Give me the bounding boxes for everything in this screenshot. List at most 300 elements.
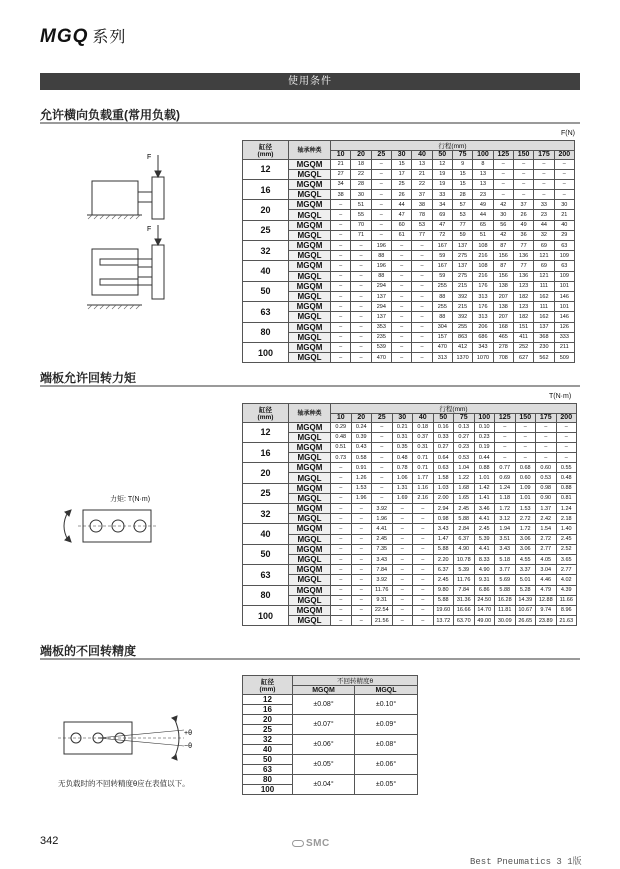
table-row [243, 261, 575, 271]
value-cell: 26 [391, 190, 411, 200]
value-cell: 627 [513, 353, 533, 363]
value-cell: 2.45 [433, 575, 454, 585]
section-divider [40, 658, 580, 660]
value-cell: 47 [391, 210, 411, 220]
value-cell: 137 [534, 322, 554, 332]
table-row [243, 504, 577, 514]
value-cell: 22.54 [372, 605, 393, 615]
value-cell: – [351, 544, 372, 554]
value-cell: 0.19 [474, 442, 495, 452]
value-cell: 61 [391, 230, 411, 240]
bore-cell: 32 [243, 735, 293, 745]
stroke-col-header: 150 [515, 414, 536, 423]
value-cell: – [392, 524, 413, 534]
bore-cell: 12 [243, 695, 293, 705]
force-label-2: F [147, 226, 152, 233]
bearing-type-cell: MGQL [289, 554, 331, 564]
value-cell: – [351, 261, 371, 271]
value-cell: 101 [554, 302, 574, 312]
value-cell: 6.37 [433, 565, 454, 575]
value-cell: 2.45 [474, 524, 495, 534]
mgqm-value: ±0.08° [293, 695, 355, 715]
value-cell: 216 [473, 251, 493, 261]
stroke-col-header: 20 [351, 151, 371, 160]
value-cell: – [331, 493, 352, 503]
value-cell: 137 [452, 241, 472, 251]
value-cell: – [351, 575, 372, 585]
value-cell: – [412, 353, 432, 363]
value-cell: – [331, 605, 352, 615]
value-cell: 14.70 [474, 605, 495, 615]
value-cell: – [331, 302, 351, 312]
value-cell: – [372, 432, 393, 442]
value-cell: 0.63 [433, 463, 454, 473]
value-cell: – [371, 210, 391, 220]
bearing-type-cell: MGQL [289, 190, 331, 200]
accuracy-table [242, 675, 418, 795]
value-cell: 109 [554, 271, 574, 281]
value-cell: 4.79 [536, 585, 557, 595]
bearing-type-cell: MGQM [289, 585, 331, 595]
value-cell: 1.18 [495, 493, 516, 503]
value-cell: 207 [493, 312, 513, 322]
value-cell: 1.94 [495, 524, 516, 534]
value-cell: 182 [513, 291, 533, 301]
value-cell: 252 [513, 342, 533, 352]
value-cell: 4.90 [474, 565, 495, 575]
value-cell: – [493, 190, 513, 200]
value-cell: 8.33 [474, 554, 495, 564]
value-cell: – [351, 251, 371, 261]
bearing-type-cell: MGQL [289, 230, 331, 240]
value-cell: – [351, 524, 372, 534]
table-row [243, 251, 575, 261]
bearing-type-cell: MGQL [289, 169, 331, 179]
value-cell: 71 [351, 230, 371, 240]
value-cell: – [331, 230, 351, 240]
value-cell: 1.01 [515, 493, 536, 503]
bearing-type-cell: MGQL [289, 210, 331, 220]
bore-cell: 50 [243, 755, 293, 765]
table-row [243, 534, 577, 544]
value-cell: – [412, 281, 432, 291]
value-cell: – [331, 241, 351, 251]
value-cell: 23 [534, 210, 554, 220]
value-cell: – [351, 281, 371, 291]
value-cell: 23 [473, 190, 493, 200]
value-cell: 6.37 [454, 534, 475, 544]
value-cell: – [412, 251, 432, 261]
value-cell: 4.39 [556, 585, 577, 595]
value-cell: 1.41 [474, 493, 495, 503]
value-cell: 77 [513, 241, 533, 251]
value-cell: – [331, 342, 351, 352]
value-cell: 56 [493, 220, 513, 230]
value-cell: 3.43 [433, 524, 454, 534]
value-cell: 3.51 [495, 534, 516, 544]
value-cell: 88 [371, 271, 391, 281]
value-cell: 1.24 [556, 504, 577, 514]
value-cell: 121 [534, 271, 554, 281]
value-cell: 168 [493, 322, 513, 332]
value-cell: – [371, 200, 391, 210]
logo-text: SMC [306, 838, 330, 849]
value-cell: – [412, 271, 432, 281]
value-cell: 708 [493, 353, 513, 363]
value-cell: 21 [412, 169, 432, 179]
value-cell: 3.65 [556, 554, 577, 564]
value-cell: 63 [554, 261, 574, 271]
col-mgqm: MGQM [293, 686, 355, 695]
value-cell: – [493, 159, 513, 169]
value-cell: 4.41 [372, 524, 393, 534]
value-cell: 5.28 [515, 585, 536, 595]
table-row [243, 159, 575, 169]
value-cell: – [534, 190, 554, 200]
bore-cell: 80 [243, 585, 289, 605]
force-label-1: F [147, 154, 152, 161]
value-cell: 1.96 [372, 514, 393, 524]
stroke-col-header: 40 [413, 414, 434, 423]
value-cell: 138 [493, 281, 513, 291]
value-cell: 0.55 [556, 463, 577, 473]
value-cell: – [413, 554, 434, 564]
value-cell: 1.47 [433, 534, 454, 544]
value-cell: 2.20 [433, 554, 454, 564]
value-cell: 3.46 [474, 504, 495, 514]
value-cell: 176 [473, 281, 493, 291]
value-cell: 0.48 [331, 432, 352, 442]
bore-cell: 50 [243, 281, 289, 301]
moment-diagram-label: 力矩: T(N·m) [110, 496, 151, 503]
bore-cell: 100 [243, 785, 293, 795]
value-cell: 59 [432, 271, 452, 281]
value-cell: 539 [371, 342, 391, 352]
value-cell: 10.78 [454, 554, 475, 564]
value-cell: 2.52 [556, 544, 577, 554]
value-cell: – [412, 291, 432, 301]
value-cell: 27 [331, 169, 351, 179]
value-cell: 1.26 [351, 473, 372, 483]
value-cell: 392 [452, 291, 472, 301]
accuracy-header: 不回转精度θ [293, 676, 418, 686]
section-divider [40, 385, 580, 387]
value-cell: 0.27 [454, 432, 475, 442]
table-row [243, 544, 577, 554]
value-cell: 88 [432, 312, 452, 322]
value-cell: – [392, 565, 413, 575]
value-cell: 255 [432, 281, 452, 291]
value-cell: 24.50 [474, 595, 495, 605]
value-cell: 5.88 [495, 585, 516, 595]
table-row [243, 735, 418, 745]
smc-logo [292, 838, 330, 849]
value-cell: 2.72 [515, 514, 536, 524]
value-cell: 49.00 [474, 616, 495, 626]
value-cell: – [556, 422, 577, 432]
value-cell: 0.51 [331, 442, 352, 452]
value-cell: 470 [432, 342, 452, 352]
bore-cell: 63 [243, 765, 293, 775]
value-cell: 5.39 [454, 565, 475, 575]
bearing-type-cell: MGQM [289, 524, 331, 534]
value-cell: 1.24 [495, 483, 516, 493]
value-cell: 37 [412, 190, 432, 200]
bore-cell: 80 [243, 322, 289, 342]
table-row [243, 493, 577, 503]
table-row [243, 281, 575, 291]
mgqm-value: ±0.06° [293, 735, 355, 755]
value-cell: 101 [554, 281, 574, 291]
value-cell: 57 [452, 200, 472, 210]
value-cell: – [556, 432, 577, 442]
value-cell: 38 [412, 200, 432, 210]
table-row [243, 473, 577, 483]
value-cell: – [495, 442, 516, 452]
stroke-col-header: 50 [432, 151, 452, 160]
value-cell: – [392, 534, 413, 544]
value-cell: – [331, 534, 352, 544]
value-cell: – [413, 585, 434, 595]
value-cell: – [331, 251, 351, 261]
value-cell: – [391, 312, 411, 322]
value-cell: – [413, 605, 434, 615]
value-cell: 5.88 [433, 595, 454, 605]
value-cell: 65 [473, 220, 493, 230]
value-cell: 138 [493, 302, 513, 312]
value-cell: 53 [452, 210, 472, 220]
value-cell: 11.76 [372, 585, 393, 595]
value-cell: – [391, 322, 411, 332]
value-cell: – [372, 493, 393, 503]
value-cell: 22 [351, 169, 371, 179]
value-cell: 5.69 [495, 575, 516, 585]
value-cell: 30.09 [495, 616, 516, 626]
value-cell: 275 [452, 271, 472, 281]
bearing-type-cell: MGQL [289, 493, 331, 503]
value-cell: – [371, 159, 391, 169]
value-cell: 509 [554, 353, 574, 363]
table-row [243, 755, 418, 765]
table-row [243, 210, 575, 220]
col-mgql: MGQL [355, 686, 418, 695]
value-cell: 123 [513, 302, 533, 312]
value-cell: 111 [534, 281, 554, 291]
stroke-col-header: 175 [536, 414, 557, 423]
value-cell: 77 [513, 261, 533, 271]
value-cell: – [392, 554, 413, 564]
bearing-type-cell: MGQM [289, 483, 331, 493]
value-cell: 2.18 [556, 514, 577, 524]
value-cell: 146 [554, 291, 574, 301]
bearing-type-cell: MGQL [289, 473, 331, 483]
table-row [243, 775, 418, 785]
value-cell: – [372, 442, 393, 452]
value-cell: 12.88 [536, 595, 557, 605]
value-cell: 88 [432, 291, 452, 301]
value-cell: 28 [351, 179, 371, 189]
series-code: MGQ [40, 26, 89, 47]
value-cell: – [331, 291, 351, 301]
value-cell: 63 [554, 241, 574, 251]
table-row [243, 565, 577, 575]
table-row [243, 695, 418, 705]
value-cell: – [513, 179, 533, 189]
stroke-col-header: 25 [372, 414, 393, 423]
value-cell: 0.39 [351, 432, 372, 442]
value-cell: 333 [554, 332, 574, 342]
bore-cell: 12 [243, 159, 289, 179]
value-cell: 313 [432, 353, 452, 363]
bearing-type-cell: MGQM [289, 342, 331, 352]
value-cell: 5.88 [454, 514, 475, 524]
value-cell: – [351, 504, 372, 514]
value-cell: 1.58 [433, 473, 454, 483]
value-cell: – [392, 585, 413, 595]
value-cell: 8 [473, 159, 493, 169]
value-cell: 3.43 [495, 544, 516, 554]
value-cell: – [493, 179, 513, 189]
value-cell: 47 [432, 220, 452, 230]
bearing-type-cell: MGQM [289, 302, 331, 312]
plus-theta-label: +θ [184, 730, 192, 737]
value-cell: 121 [534, 251, 554, 261]
value-cell: 0.44 [474, 453, 495, 463]
value-cell: 196 [371, 241, 391, 251]
bearing-type-cell: MGQL [289, 575, 331, 585]
table-row [243, 715, 418, 725]
value-cell: 0.13 [454, 422, 475, 432]
bore-cell: 20 [243, 463, 289, 483]
table-row [243, 453, 577, 463]
mgql-value: ±0.05° [355, 775, 418, 795]
value-cell: 26.65 [515, 616, 536, 626]
value-cell: 0.10 [474, 422, 495, 432]
value-cell: – [331, 524, 352, 534]
value-cell: 22 [412, 179, 432, 189]
bore-header: 缸径 (mm) [243, 404, 289, 423]
section-title-moment: 端板允许回转力矩 [40, 371, 137, 385]
value-cell: 0.53 [536, 473, 557, 483]
value-cell: – [371, 179, 391, 189]
value-cell: – [391, 261, 411, 271]
value-cell: 0.60 [536, 463, 557, 473]
value-cell: 255 [432, 302, 452, 312]
value-cell: – [556, 442, 577, 452]
bearing-type-cell: MGQM [289, 565, 331, 575]
value-cell: 1.53 [351, 483, 372, 493]
value-cell: – [351, 616, 372, 626]
value-cell: – [412, 302, 432, 312]
value-cell: 44 [473, 210, 493, 220]
value-cell: 162 [534, 312, 554, 322]
value-cell: – [371, 190, 391, 200]
value-cell: 211 [554, 342, 574, 352]
value-cell: – [412, 312, 432, 322]
value-cell: 0.91 [351, 463, 372, 473]
value-cell: – [351, 585, 372, 595]
value-cell: – [331, 504, 352, 514]
value-cell: 108 [473, 241, 493, 251]
value-cell: – [391, 251, 411, 261]
value-cell: 6.86 [474, 585, 495, 595]
bearing-type-cell: MGQL [289, 432, 331, 442]
accuracy-diagram [56, 710, 206, 770]
value-cell: 9.80 [433, 585, 454, 595]
value-cell: 9 [452, 159, 472, 169]
value-cell: 13.72 [433, 616, 454, 626]
bore-cell: 20 [243, 715, 293, 725]
value-cell: 2.42 [536, 514, 557, 524]
bore-cell: 40 [243, 524, 289, 544]
moment-unit-label: T(N·m) [549, 393, 572, 400]
value-cell: 126 [554, 322, 574, 332]
value-cell: 137 [452, 261, 472, 271]
value-cell: 16.66 [454, 605, 475, 615]
value-cell: – [554, 190, 574, 200]
value-cell: 0.35 [392, 442, 413, 452]
stroke-col-header: 125 [495, 414, 516, 423]
table-row [243, 302, 575, 312]
value-cell: – [391, 353, 411, 363]
value-cell: 1.96 [351, 493, 372, 503]
value-cell: – [372, 473, 393, 483]
value-cell: – [412, 332, 432, 342]
bore-cell: 16 [243, 705, 293, 715]
bore-cell: 50 [243, 544, 289, 564]
value-cell: – [331, 575, 352, 585]
value-cell: – [413, 565, 434, 575]
value-cell: 4.05 [536, 554, 557, 564]
value-cell: 11.66 [556, 595, 577, 605]
value-cell: – [351, 332, 371, 342]
value-cell: 59 [432, 251, 452, 261]
table-row [243, 442, 577, 452]
value-cell: 108 [473, 261, 493, 271]
value-cell: 1.03 [433, 483, 454, 493]
value-cell: 216 [473, 271, 493, 281]
bearing-type-cell: MGQL [289, 514, 331, 524]
value-cell: 5.88 [433, 544, 454, 554]
value-cell: 2.77 [536, 544, 557, 554]
value-cell: 77 [412, 230, 432, 240]
value-cell: 0.29 [331, 422, 352, 432]
value-cell: 465 [493, 332, 513, 342]
value-cell: – [536, 432, 557, 442]
value-cell: 0.33 [433, 432, 454, 442]
value-cell: 4.02 [556, 575, 577, 585]
value-cell: 11.76 [454, 575, 475, 585]
value-cell: – [536, 422, 557, 432]
value-cell: 63.70 [454, 616, 475, 626]
bore-cell: 100 [243, 605, 289, 625]
value-cell: 0.90 [536, 493, 557, 503]
value-cell: – [534, 169, 554, 179]
value-cell: 1.77 [413, 473, 434, 483]
value-cell: 69 [534, 241, 554, 251]
bore-cell: 25 [243, 725, 293, 735]
value-cell: 167 [432, 261, 452, 271]
value-cell: 44 [391, 200, 411, 210]
value-cell: 1.37 [536, 504, 557, 514]
table-row [243, 524, 577, 534]
value-cell: – [515, 442, 536, 452]
value-cell: 0.24 [351, 422, 372, 432]
value-cell: 3.43 [372, 554, 393, 564]
bearing-type-cell: MGQM [289, 422, 331, 432]
table-row [243, 200, 575, 210]
value-cell: 32 [534, 230, 554, 240]
